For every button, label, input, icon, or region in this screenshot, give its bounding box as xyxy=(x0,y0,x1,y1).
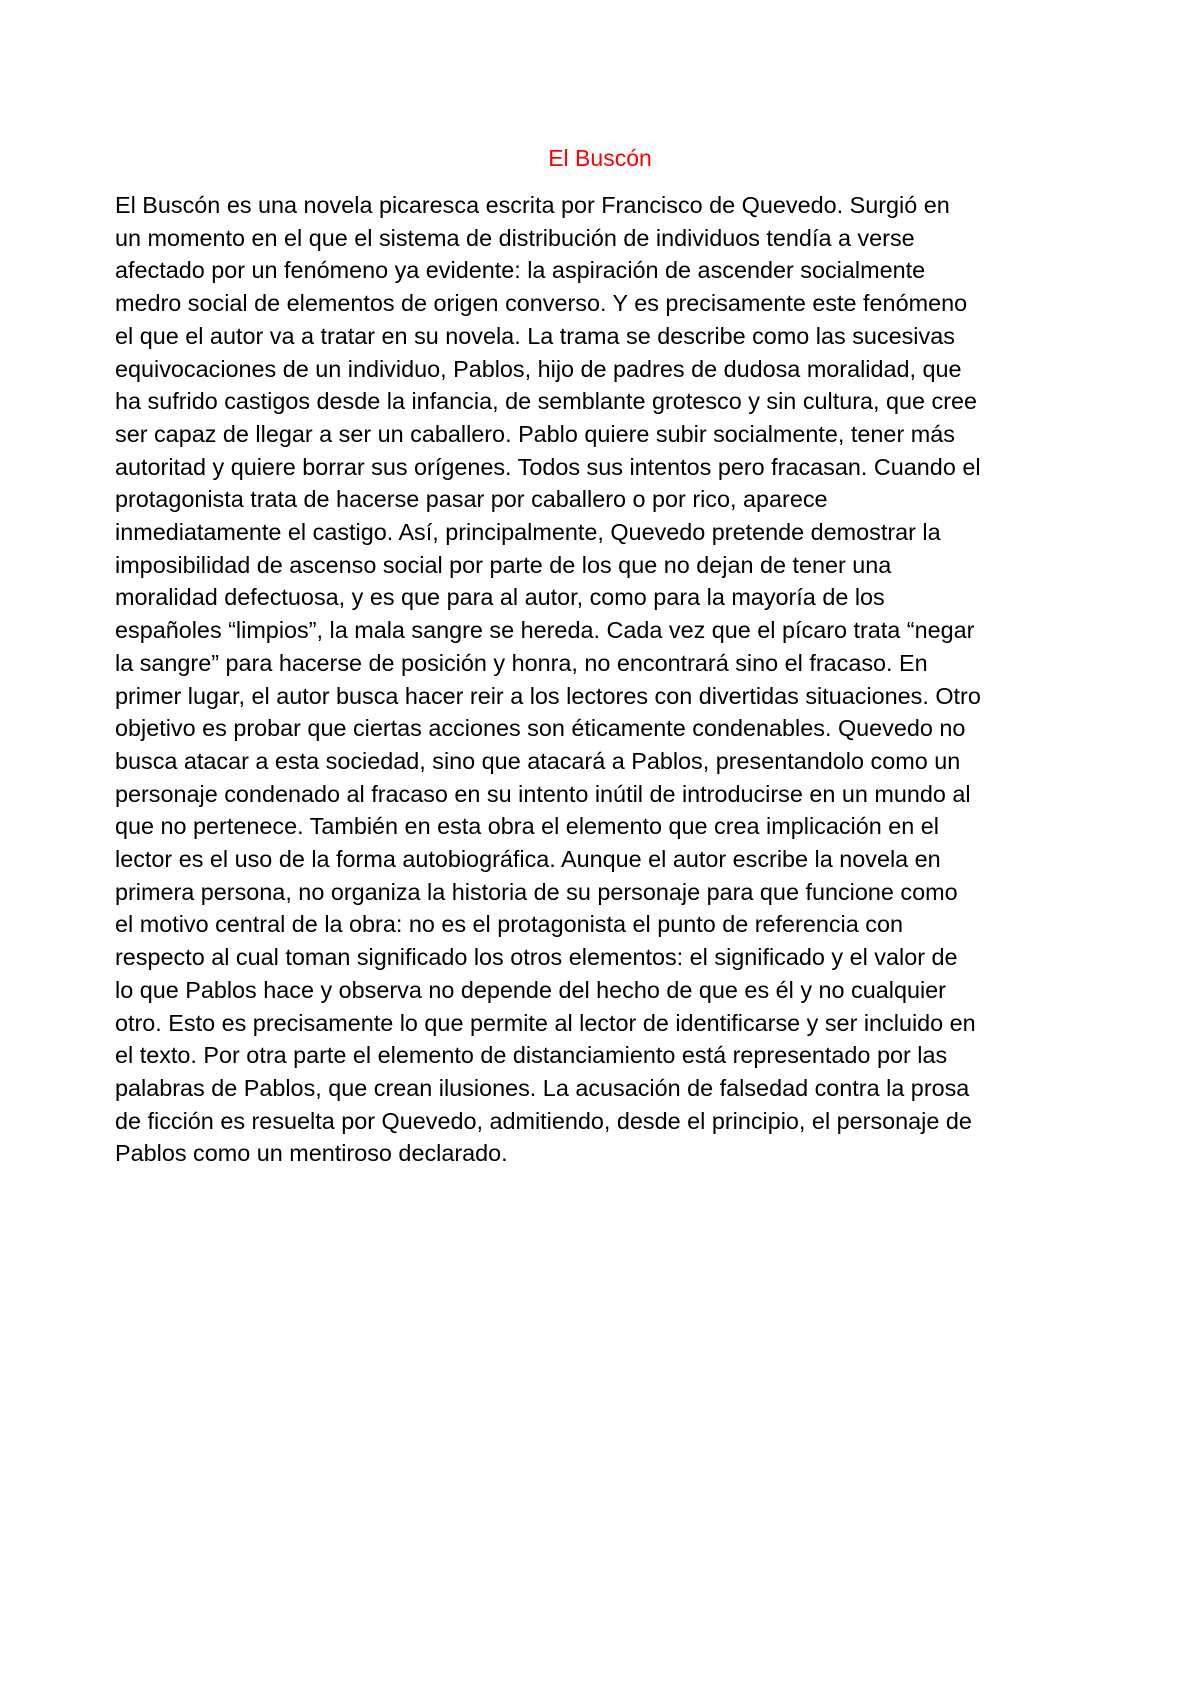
body-text-line: ha sufrido castigos desde la infancia, de semblante grotesco y sin cultura, que cree xyxy=(115,388,978,415)
body-text-line: autoritad y quiere borrar sus orígenes. Todos sus intentos pero fracasan. Cuando el xyxy=(115,453,981,480)
body-text-line: El Buscón es una novela picaresca escrita por Francisco de Quevedo. Surgió en xyxy=(115,192,950,218)
body-text-line: afectado por un fenómeno ya evidente: la aspiración de ascender socialmente xyxy=(115,257,926,284)
body-text-line: palabras de Pablos, que crean ilusiones. La acusación de falsedad contra la prosa xyxy=(115,1074,970,1101)
body-text-line: de ficción es resuelta por Quevedo, admitiendo, desde el principio, el personaje de xyxy=(115,1107,972,1134)
body-text-line: el motivo central de la obra: no es el protagonista el punto de referencia con xyxy=(115,911,903,938)
body-text-line: imposibilidad de ascenso social por parte de los que no dejan de tener una xyxy=(115,551,892,578)
body-text-line: ser capaz de llegar a ser un caballero. Pablo quiere subir socialmente, tener más xyxy=(115,420,955,447)
body-text-line: respecto al cual toman significado los otros elementos: el significado y el valor de xyxy=(115,944,958,971)
body-text-line: que no pertenece. También en esta obra el elemento que crea implicación en el xyxy=(115,813,939,840)
document-title: El Buscón xyxy=(548,145,652,171)
body-text-line: equivocaciones de un individuo, Pablos, hijo de padres de dudosa moralidad, que xyxy=(115,355,962,382)
body-text-line: la sangre” para hacerse de posición y honra, no encontrará sino el fracaso. En xyxy=(115,649,928,676)
body-text-line: protagonista trata de hacerse pasar por caballero o por rico, aparece xyxy=(115,486,828,513)
body-text-line: medro social de elementos de origen converso. Y es precisamente este fenómeno xyxy=(115,290,968,317)
body-text-line: inmediatamente el castigo. Así, principalmente, Quevedo pretende demostrar la xyxy=(115,519,941,546)
body-text-line: objetivo es probar que ciertas acciones son éticamente condenables. Quevedo no xyxy=(115,715,966,742)
body-text-line: lo que Pablos hace y observa no depende del hecho de que es él y no cualquier xyxy=(115,976,946,1003)
body-text-line: personaje condenado al fracaso en su intento inútil de introducirse en un mundo al xyxy=(115,780,971,807)
body-text-line: el texto. Por otra parte el elemento de distanciamiento está representado por las xyxy=(115,1042,948,1069)
body-text-line: busca atacar a esta sociedad, sino que atacará a Pablos, presentandolo como un xyxy=(115,747,961,774)
document-body xyxy=(115,189,1105,1170)
body-text-line: un momento en el que el sistema de distribución de individuos tendía a verse xyxy=(115,224,915,251)
body-text-line: moralidad defectuosa, y es que para al autor, como para la mayoría de los xyxy=(115,584,885,611)
body-text-line: el que el autor va a tratar en su novela. La trama se describe como las sucesivas xyxy=(115,322,955,349)
body-text-line: otro. Esto es precisamente lo que permite al lector de identificarse y ser incluido en xyxy=(115,1009,976,1036)
body-text-line: lector es el uso de la forma autobiográfica. Aunque el autor escribe la novela en xyxy=(115,846,941,873)
body-text-line: españoles “limpios”, la mala sangre se hereda. Cada vez que el pícaro trata “negar xyxy=(115,617,975,644)
body-text-line: primer lugar, el autor busca hacer reir a los lectores con divertidas situaciones. Otro xyxy=(115,682,981,709)
body-text-line: Pablos como un mentiroso declarado. xyxy=(115,1140,508,1167)
body-text-line: primera persona, no organiza la historia de su personaje para que funcione como xyxy=(115,878,958,905)
